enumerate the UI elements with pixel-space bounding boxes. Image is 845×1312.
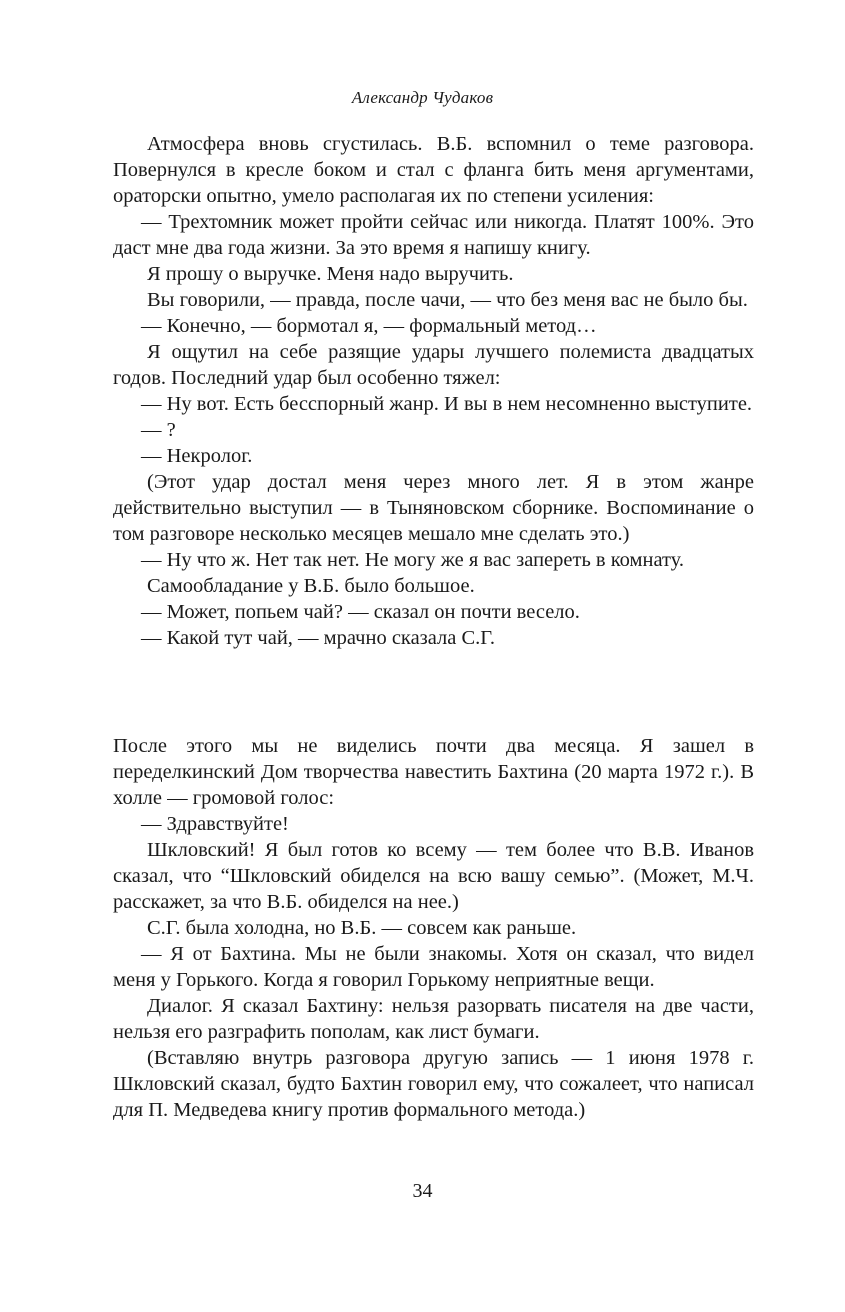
dialogue-line: — Некролог. xyxy=(141,445,253,467)
paragraph: (Этот удар достал меня через много лет. Я в этом жанре действительно выступил — в Тыняновском сборнике. Воспоминание о том разговоре несколько месяцев мешало мне сделать это.) xyxy=(113,471,754,545)
paragraph: С.Г. была холодна, но В.Б. — совсем как раньше. xyxy=(147,917,577,939)
dialogue-line: — Какой тут чай, — мрачно сказала С.Г. xyxy=(141,627,495,649)
paragraph: Вы говорили, — правда, после чачи, — что без меня вас не было бы. xyxy=(147,289,748,311)
text-section-1 xyxy=(113,131,754,651)
dialogue-line: — Я от Бахтина. Мы не были знакомы. Хотя он сказал, что видел меня у Горького. Когда я говорил Горькому неприятные вещи. xyxy=(113,943,754,991)
dialogue-line: — Может, попьем чай? — сказал он почти весело. xyxy=(141,601,580,623)
page-number: 34 xyxy=(412,1180,433,1202)
dialogue-line: — Конечно, — бормотал я, — формальный метод… xyxy=(141,315,597,337)
paragraph: Шкловский! Я был готов ко всему — тем более что В.В. Иванов сказал, что “Шкловский обиделся на всю вашу семью”. (Может, М.Ч. расскажет, за что В.Б. обиделся на нее.) xyxy=(113,839,754,913)
paragraph: Диалог. Я сказал Бахтину: нельзя разорвать писателя на две части, нельзя его разграфить пополам, как лист бумаги. xyxy=(113,995,754,1043)
dialogue-line: — Ну что ж. Нет так нет. Не могу же я вас запереть в комнату. xyxy=(141,549,685,571)
paragraph: (Вставляю внутрь разговора другую запись — 1 июня 1978 г. Шкловский сказал, будто Бахтин говорил ему, что сожалеет, что написал для П. Медведева книгу против формального метода.) xyxy=(113,1047,754,1121)
paragraph: Я прошу о выручке. Меня надо выручить. xyxy=(147,263,514,285)
dialogue-line: — Трехтомник может пройти сейчас или никогда. Платят 100%. Это даст мне два года жизни. За это время я напишу книгу. xyxy=(113,211,754,259)
paragraph: Самообладание у В.Б. было большое. xyxy=(147,575,475,597)
dialogue-line: — Здравствуйте! xyxy=(141,813,289,835)
text-section-2 xyxy=(113,733,754,1123)
dialogue-line: — Ну вот. Есть бесспорный жанр. И вы в нем несомненно выступите. xyxy=(141,393,753,415)
running-head: Александр Чудаков xyxy=(351,88,494,107)
dialogue-line: — ? xyxy=(141,419,176,441)
paragraph: Атмосфера вновь сгустилась. В.Б. вспомнил о теме разговора. Повернулся в кресле боком и стал с фланга бить меня аргументами, ораторски опытно, умело располагая их по степени усиления: xyxy=(113,133,754,207)
paragraph: Я ощутил на себе разящие удары лучшего полемиста двадцатых годов. Последний удар был особенно тяжел: xyxy=(113,341,754,389)
paragraph: После этого мы не виделись почти два месяца. Я зашел в переделкинский Дом творчества навестить Бахтина (20 марта 1972 г.). В холле — громовой голос: xyxy=(113,735,754,809)
